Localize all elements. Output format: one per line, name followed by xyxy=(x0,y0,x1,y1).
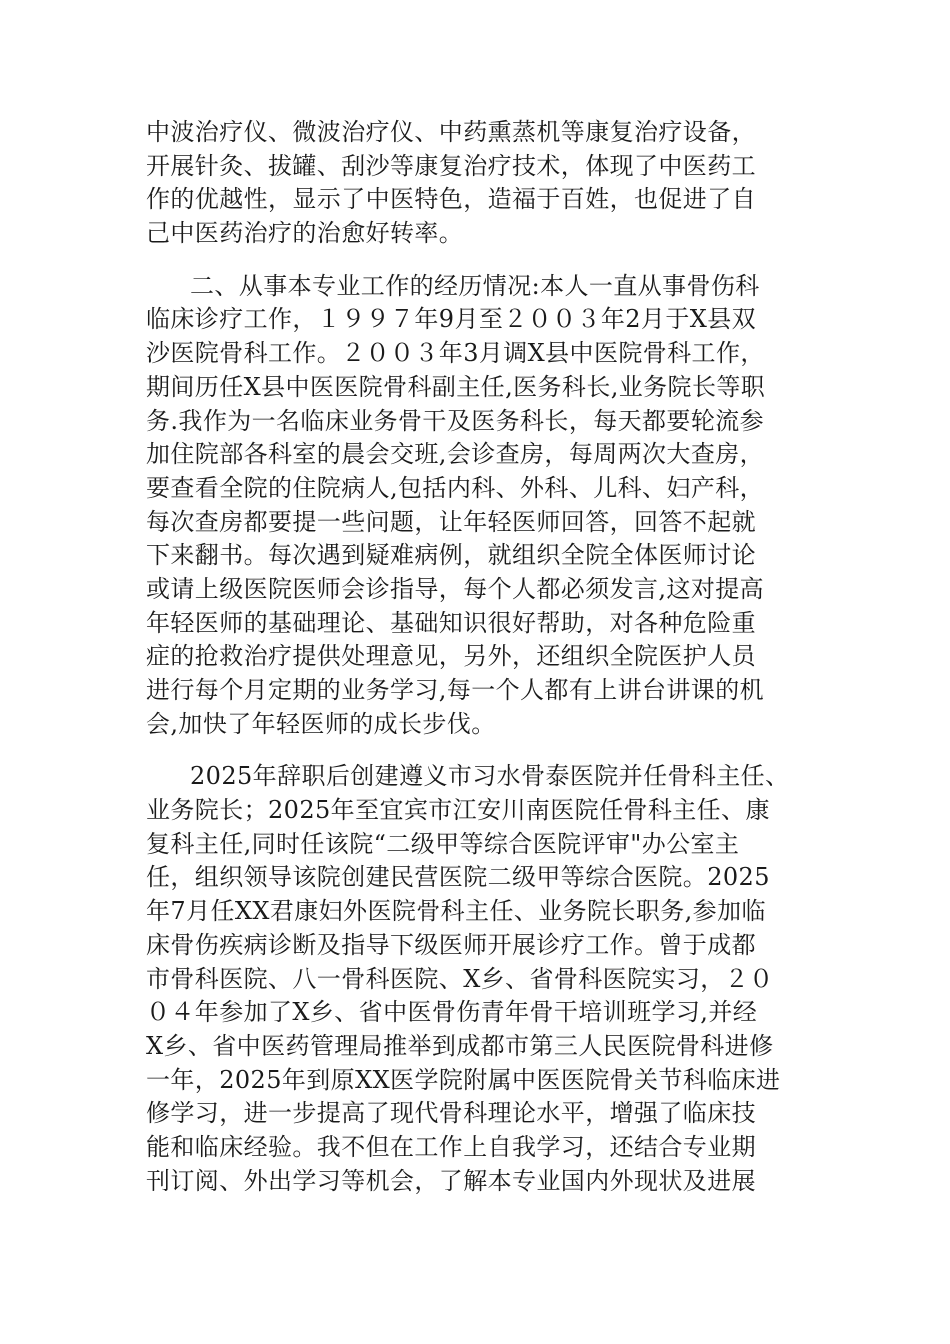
text-line: 期间历任X县中医医院骨科副主任,医务科长,业务院长等职 xyxy=(146,372,766,401)
text-line: 每次查房都要提一些问题，让年轻医师回答，回答不起就 xyxy=(146,507,756,536)
text-line: 症的抢救治疗提供处理意见，另外，还组织全院医护人员 xyxy=(146,642,756,671)
text-line: 沙医院骨科工作。２００３年3月调X县中医院骨科工作， xyxy=(146,339,765,368)
text-line: 要查看全院的住院病人,包括内科、外科、儿科、妇产科， xyxy=(146,473,765,502)
text-line: 中波治疗仪、微波治疗仪、中药熏蒸机等康复治疗设备， xyxy=(146,118,756,146)
text-line: 业务院长；2025年至宜宾市江安川南医院任骨科主任、康 xyxy=(146,796,770,825)
text-line: 二、从事本专业工作的经历情况:本人一直从事骨伤科 xyxy=(190,271,760,300)
text-line: 下来翻书。每次遇到疑难病例，就组织全院全体医师讨论 xyxy=(146,541,756,570)
paragraph-work-experience xyxy=(146,270,816,742)
text-line: 年轻医师的基础理论、基础知识很好帮助，对各种危险重 xyxy=(146,608,756,637)
text-line: 务.我作为一名临床业务骨干及医务科长，每天都要轮流参 xyxy=(146,406,765,435)
document-body xyxy=(146,116,816,1217)
text-line: 任，组织领导该院创建民营医院二级甲等综合医院。2025 xyxy=(146,863,770,892)
text-line: 一年，2025年到原XX医学院附属中医医院骨关节科临床进 xyxy=(146,1065,781,1094)
text-line: X乡、省中医药管理局推举到成都市第三人民医院骨科进修 xyxy=(146,1031,774,1060)
text-line: ０４年参加了X乡、省中医骨伤青年骨干培训班学习,并经 xyxy=(146,998,758,1027)
paragraph-equipment xyxy=(146,116,816,251)
text-line: 或请上级医院医师会诊指导，每个人都必须发言,这对提高 xyxy=(146,574,765,603)
text-line: 会,加快了年轻医师的成长步伐。 xyxy=(146,709,496,738)
text-line: 作的优越性，显示了中医特色，造福于百姓，也促进了自 xyxy=(146,185,756,214)
text-line: 加住院部各科室的晨会交班,会诊查房，每周两次大查房， xyxy=(146,440,765,469)
text-line: 临床诊疗工作，１９９７年9月至２００３年2月于X县双 xyxy=(146,305,757,334)
text-line: 能和临床经验。我不但在工作上自我学习，还结合专业期 xyxy=(146,1132,756,1161)
text-line: 床骨伤疾病诊断及指导下级医师开展诊疗工作。曾于成都 xyxy=(146,930,756,959)
text-line: 年7月任XX君康妇外医院骨科主任、业务院长职务,参加临 xyxy=(146,897,766,926)
text-line: 复科主任,同时任该院“二级甲等综合医院评审"办公室主 xyxy=(146,829,740,858)
text-line: 刊订阅、外出学习等机会，了解本专业国内外现状及进展 xyxy=(146,1166,756,1195)
text-line: 进行每个月定期的业务学习,每一个人都有上讲台讲课的机 xyxy=(146,676,765,704)
paragraph-career-after-resignation xyxy=(146,760,816,1198)
text-line: 开展针灸、拔罐、刮沙等康复治疗技术，体现了中医药工 xyxy=(146,151,756,180)
text-line: 2025年辞职后创建遵义市习水骨泰医院并任骨科主任、 xyxy=(190,762,790,791)
text-line: 己中医药治疗的治愈好转率。 xyxy=(146,219,464,248)
text-line: 市骨科医院、八一骨科医院、X乡、省骨科医院实习，２０ xyxy=(146,964,774,993)
text-line: 修学习，进一步提高了现代骨科理论水平，增强了临床技 xyxy=(146,1099,756,1128)
